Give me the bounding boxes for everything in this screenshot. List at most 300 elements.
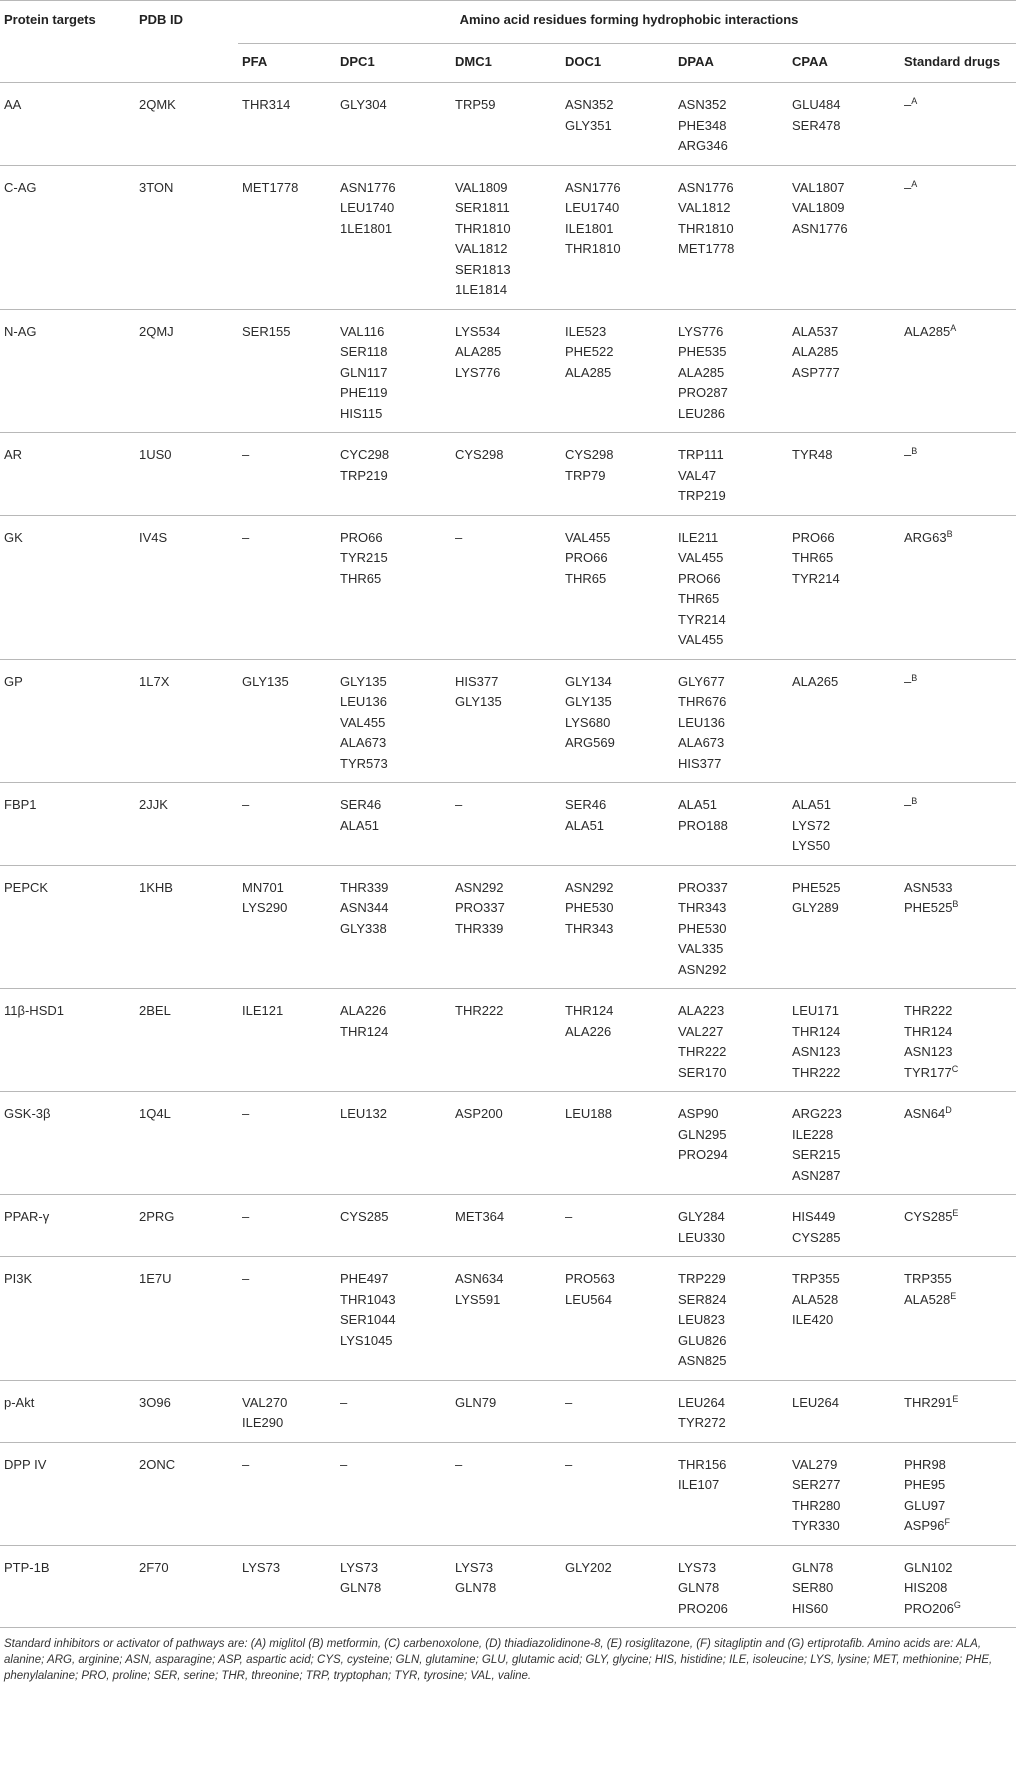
residue-cell [900,1092,1016,1195]
residue: LEU188 [565,1106,612,1121]
residue: ALA528 [792,1291,839,1307]
residue: PRO294 [678,1147,728,1162]
table-row [0,1092,1016,1195]
residue-cell [900,1257,1016,1381]
residue: PRO563 [565,1271,615,1286]
residue: PHE535 [678,344,727,359]
residue-cell [561,865,674,989]
residue: ALA223 [678,1003,725,1018]
residue: THR280 [792,1497,841,1513]
residue: LYS290 [242,900,288,915]
residue: LYS534 [455,323,501,339]
residue-cell [336,1545,451,1628]
residue: ALA51 [565,817,605,833]
reference-superscript: F [944,1517,950,1527]
residue [904,672,1016,693]
residue [904,1599,1016,1620]
residue-cell [900,865,1016,989]
residue: ASN1776 [565,179,621,195]
residue: SER478 [792,117,841,133]
header-ligand-dpaa: DPAA [674,44,788,83]
residue: TYR48 [792,447,833,462]
protein-target-cell: DPP IV [0,1442,135,1545]
residue-cell [451,165,561,309]
residue: SER1044 [340,1312,396,1327]
residue: ILE107 [678,1477,720,1492]
residue: TYR573 [340,755,388,771]
residue: TRP355 [904,1271,952,1286]
residue-cell [788,515,900,659]
residue-text: TYR177 [904,1064,952,1080]
reference-superscript: A [911,96,918,106]
residue: MET364 [455,1209,505,1224]
residue-cell [451,659,561,783]
header-pdb-id: PDB ID [135,1,238,44]
pdb-id-cell: 1E7U [135,1257,238,1381]
residue-text: ALA528 [904,1291,951,1307]
residue-cell [336,515,451,659]
residue-text: PHE525 [904,900,953,915]
residue-cell [900,783,1016,866]
residue: PRO337 [455,900,505,915]
residue: ILE290 [242,1415,284,1430]
residue: THR339 [455,920,504,936]
residue: PHR98 [904,1456,946,1472]
residue-cell [561,1195,674,1257]
residue: GLN78 [455,1580,497,1595]
residue-cell [336,865,451,989]
reference-superscript: B [952,899,959,909]
residue-cell [238,1380,336,1442]
residue: GLY351 [565,117,612,133]
table-row [0,783,1016,866]
header-standard-drugs: Standard drugs [900,44,1016,83]
residue: – [455,797,463,812]
residue-cell [788,1380,900,1442]
residue: VAL270 [242,1394,288,1410]
residue: VAL1812 [678,200,731,215]
header-group-title: Amino acid residues forming hydrophobic interactions [238,1,1016,44]
residue: LEU136 [678,714,725,730]
residue: SER1811 [455,200,510,215]
reference-superscript: E [952,1393,959,1404]
pdb-id-cell: 2QMJ [135,309,238,433]
residue: LEU286 [678,405,725,421]
residue: VAL455 [340,714,386,730]
residue: 1LE1814 [455,282,508,297]
table-row [0,165,1016,309]
residue [904,1104,1016,1125]
residue-cell [788,165,900,309]
residue-cell [451,1442,561,1545]
residue: LEU171 [792,1003,839,1018]
residue: ILE121 [242,1003,284,1018]
header-ligand-doc1: DOC1 [561,44,674,83]
residue: TYR214 [792,570,840,586]
residue: HIS377 [678,755,722,771]
residue: VAL1809 [792,200,845,215]
protein-target-cell: p-Akt [0,1380,135,1442]
residue: TYR272 [678,1415,726,1430]
residue: MET1778 [242,179,299,195]
residue: PRO337 [678,879,728,895]
residue: ASN123 [792,1044,841,1059]
residue: ALA285 [678,364,725,380]
residue-cell [336,659,451,783]
residue-cell [336,989,451,1092]
residue: LYS680 [565,714,611,730]
pdb-id-cell: 2JJK [135,783,238,866]
reference-superscript: D [945,1105,952,1115]
residue-cell [238,309,336,433]
residue: TRP229 [678,1271,726,1286]
residue: LEU330 [678,1229,725,1245]
residue: ALA673 [340,735,387,750]
residue-cell [238,515,336,659]
residue: ASN123 [904,1044,953,1059]
residue: THR676 [678,694,727,709]
residue: ASN344 [340,900,389,915]
table-row [0,865,1016,989]
residue: PHE497 [340,1271,389,1286]
pdb-id-cell: 2BEL [135,989,238,1092]
residue: VAL1807 [792,179,845,195]
residue: ILE1801 [565,220,614,236]
residue-cell [674,1195,788,1257]
residue: LEU264 [792,1394,839,1410]
protein-target-cell: GSK-3β [0,1092,135,1195]
residue-cell [561,1545,674,1628]
residue-cell [336,1257,451,1381]
residue: ARG223 [792,1106,842,1121]
pdb-id-cell: 3O96 [135,1380,238,1442]
residue-cell [451,989,561,1092]
residue: – [242,1209,250,1224]
residue: ALA265 [792,673,839,689]
residue-cell [238,83,336,166]
table-row [0,1380,1016,1442]
residue-cell [336,1195,451,1257]
residue-cell [238,1195,336,1257]
residue-cell [336,1380,451,1442]
residue: PHE525 [792,879,841,895]
residue: VAL455 [678,632,724,647]
residue-cell [238,1545,336,1628]
protein-target-cell: N-AG [0,309,135,433]
residue: – [242,797,250,812]
residue-cell [451,515,561,659]
pdb-id-cell: 1US0 [135,433,238,516]
residue: ALA285 [565,364,612,380]
residue-cell [238,1442,336,1545]
residue [904,95,1016,116]
residue-cell [238,865,336,989]
residue: SER46 [340,797,382,812]
residue-cell [561,1257,674,1381]
residue-cell [674,1380,788,1442]
residue-cell [451,1195,561,1257]
residue-cell [451,1545,561,1628]
residue-cell [788,1257,900,1381]
residue: LEU136 [340,694,387,709]
residue: GLU97 [904,1497,946,1513]
protein-target-cell: AR [0,433,135,516]
reference-superscript: C [951,1063,959,1074]
residue: THR343 [565,920,614,936]
residue: THR1810 [565,241,621,256]
residue: – [340,1394,348,1410]
residue: TYR214 [678,611,726,627]
residue: VAL279 [792,1456,838,1472]
residue-cell [561,659,674,783]
pdb-id-cell: 1Q4L [135,1092,238,1195]
residue: LEU132 [340,1106,387,1121]
reference-superscript: A [950,322,957,333]
residue-cell [336,433,451,516]
residue: ARG346 [678,138,728,153]
residue-cell [674,783,788,866]
residue [904,528,1016,549]
protein-target-cell: FBP1 [0,783,135,866]
reference-superscript: B [911,446,918,456]
residue: VAL455 [565,529,611,545]
table-row [0,515,1016,659]
residue: LEU1740 [565,200,620,215]
residue-cell [336,1442,451,1545]
residue-cell [900,165,1016,309]
residue-cell [788,433,900,516]
residue: ASN287 [792,1167,841,1183]
table-footnote: Standard inhibitors or activator of pathways are: (A) miglitol (B) metformin, (C) carbenoxolone, (D) thiadiazolidinone-8, (E) rosiglitazone, (F) sitagliptin and (G) ertiprotafib. Amino acids are: ALA, alanine; ARG, arginine; ASN, asparagine; ASP, aspartic acid; CYS, cysteine; GLN, glutamine; GLU, glutamic acid; GLY, glycine; HIS, histidine; ILE, isoleucine; LYS, lysine; MET, methionine; PHE, phenylalanine; PRO, proline; SER, serine; THR, threonine; TRP, tryptophan; TYR, tyrosine; VAL, valine. [4,1638,993,1682]
protein-target-cell: PI3K [0,1257,135,1381]
residue: GLY135 [242,673,289,689]
residue-cell [674,1545,788,1628]
residue [904,178,1016,199]
protein-target-cell: 11β-HSD1 [0,989,135,1092]
residue-text: – [904,447,912,462]
residue: VAL455 [678,550,724,565]
residue-cell [238,1092,336,1195]
residue-cell [788,659,900,783]
residue-cell [674,659,788,783]
residue: THR222 [904,1003,953,1018]
residue: THR1043 [340,1291,396,1307]
protein-target-cell: AA [0,83,135,166]
residue: LEU823 [678,1312,725,1327]
residue: LYS776 [678,323,724,339]
table-header [0,1,1016,83]
table-row [0,659,1016,783]
residue: SER277 [792,1477,841,1492]
residue: – [565,1209,573,1224]
residue: PHE119 [340,385,388,400]
residue: LYS73 [340,1559,379,1575]
residue-text: CYS285 [904,1209,953,1224]
table-row [0,309,1016,433]
residue: TRP59 [455,97,496,112]
residue-cell [238,989,336,1092]
residue [904,898,1016,919]
residue: LEU264 [678,1394,725,1410]
table-row [0,83,1016,166]
residue: GLN78 [340,1580,382,1595]
residue-cell [900,83,1016,166]
residue-cell [674,515,788,659]
residue: VAL1809 [455,179,508,195]
residue-cell [451,1092,561,1195]
residue: CYS298 [455,447,504,462]
residue: PHE530 [678,920,727,936]
protein-target-cell: C-AG [0,165,135,309]
residue: ALA226 [565,1023,612,1039]
residue: THR65 [792,550,834,565]
residue-cell [451,783,561,866]
residue: GLY304 [340,97,387,112]
residue: ASN352 [565,97,614,112]
residue: GLN117 [340,364,388,380]
residue: THR156 [678,1456,727,1472]
residue-text: – [904,97,912,112]
residue: TYR215 [340,550,388,565]
residue-cell [788,83,900,166]
residue: CYS298 [565,447,614,462]
residue: SER80 [792,1580,834,1595]
residue: PHE95 [904,1477,946,1492]
residue: THR124 [340,1023,389,1039]
residue: THR124 [792,1023,841,1039]
residue: PRO188 [678,817,728,833]
pdb-id-cell: 1L7X [135,659,238,783]
residue: THR222 [455,1003,504,1018]
residue: THR339 [340,879,389,895]
residue: VAL227 [678,1023,724,1039]
residue: GLN78 [792,1559,834,1575]
residue: SER170 [678,1064,727,1080]
residue: LYS1045 [340,1332,393,1348]
residue-cell [336,783,451,866]
residue: HIS377 [455,673,499,689]
residue: THR222 [678,1044,727,1059]
residue: GLY135 [565,694,612,709]
reference-superscript: E [952,1208,959,1218]
residue: LEU1740 [340,200,395,215]
residue: PRO66 [340,529,383,545]
residue: GLY202 [565,1559,612,1575]
residue-cell [900,309,1016,433]
residue: TRP111 [678,447,724,462]
residue: ASN533 [904,879,953,895]
residue-cell [238,165,336,309]
table-row [0,1545,1016,1628]
residue: GLN79 [455,1394,497,1410]
residue-cell [561,989,674,1092]
residue [904,795,1016,816]
residue: THR124 [565,1003,614,1018]
residue-cell [451,1257,561,1381]
residue: ASP200 [455,1106,503,1121]
reference-superscript: B [911,672,918,683]
residue-cell [674,309,788,433]
residue-cell [336,83,451,166]
residue: – [455,529,463,545]
residue-cell [900,1442,1016,1545]
residue-cell [674,83,788,166]
residue: PRO206 [678,1600,728,1616]
table-body [0,83,1016,1628]
residue-cell [561,783,674,866]
residue: – [565,1394,573,1410]
residue: THR65 [565,570,607,586]
residue: ALA285 [792,344,839,359]
reference-superscript: B [911,796,918,806]
residue: PRO66 [792,529,835,545]
residue-cell [238,433,336,516]
residue-cell [561,433,674,516]
residue: THR1810 [678,220,734,236]
residue: THR1810 [455,220,511,236]
residue-cell [561,1380,674,1442]
protein-target-cell: PTP-1B [0,1545,135,1628]
protein-target-cell: PPAR-γ [0,1195,135,1257]
residue-cell [674,165,788,309]
residue: ASP90 [678,1106,719,1121]
residue-cell [674,1257,788,1381]
residue-cell [451,83,561,166]
residue: ASP777 [792,364,840,380]
residue: – [242,447,250,462]
residue: TRP79 [565,467,606,483]
residue-cell [674,1092,788,1195]
residue: THR222 [792,1064,841,1080]
pdb-id-cell: 2QMK [135,83,238,166]
residue: ALA537 [792,323,839,339]
residue-text: ARG63 [904,529,947,545]
residue-text: ASP96 [904,1518,945,1533]
residue-text: ALA285 [904,323,951,339]
residue: SER824 [678,1291,727,1307]
residue: HIS60 [792,1600,829,1616]
residue [904,1290,1016,1311]
residue-cell [788,1442,900,1545]
residue [904,1393,1016,1414]
residue-text: – [904,673,912,689]
header-ligand-dpc1: DPC1 [336,44,451,83]
residue: HIS115 [340,405,383,421]
residue: PHE530 [565,900,614,915]
table-row [0,1442,1016,1545]
residue: ILE228 [792,1126,834,1142]
pdb-id-cell: 3TON [135,165,238,309]
residue: ALA673 [678,735,725,750]
residue: ALA226 [340,1003,387,1018]
header-protein-targets: Protein targets [0,1,135,44]
residue: ASN352 [678,97,727,112]
residue: – [340,1456,348,1472]
residue: GLY677 [678,673,725,689]
residue: GLY284 [678,1209,725,1224]
residue: SER215 [792,1147,841,1162]
residue: GLY338 [340,920,387,936]
residue-cell [561,515,674,659]
table-row [0,1195,1016,1257]
reference-superscript: G [953,1599,961,1610]
residue: – [242,1106,250,1121]
residue-cell [561,1092,674,1195]
residue-cell [788,989,900,1092]
residue-cell [238,1257,336,1381]
residue: VAL47 [678,467,717,483]
residue: ILE420 [792,1312,834,1327]
